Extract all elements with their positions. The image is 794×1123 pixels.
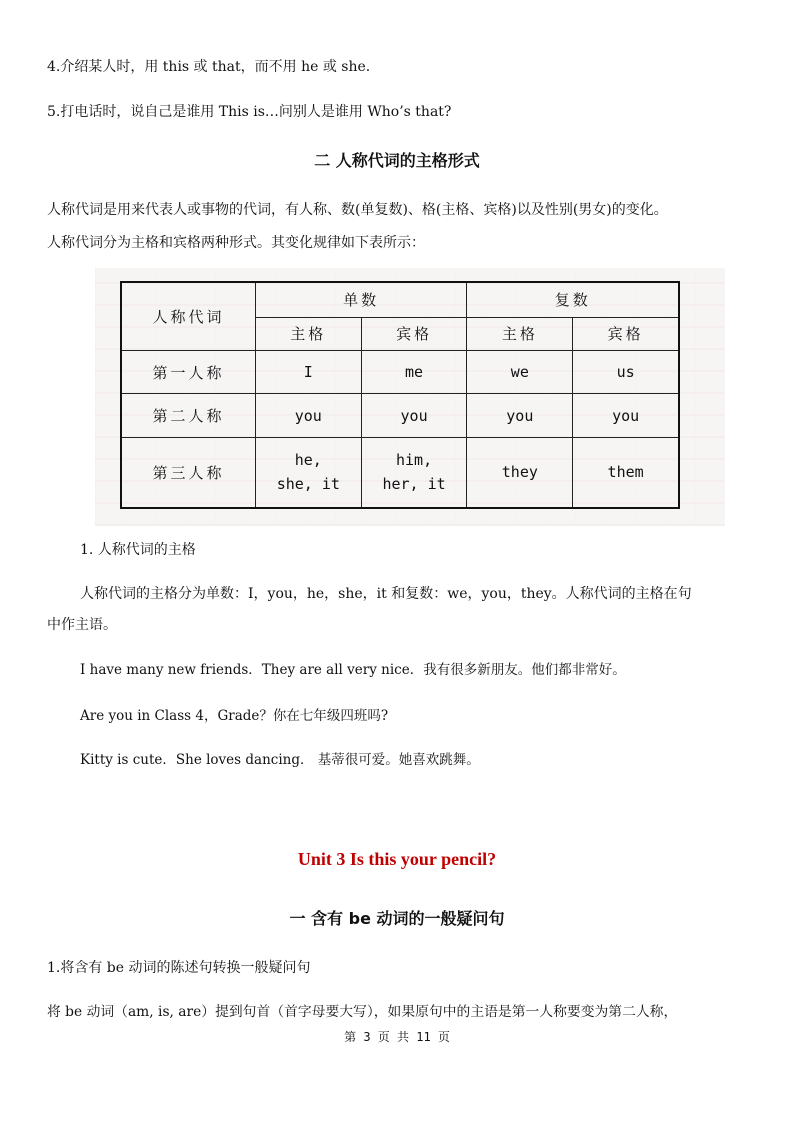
intro-paragraph-line-2: 人称代词分为主格和宾格两种形式。其变化规律如下表所示： bbox=[47, 235, 425, 251]
rule-4: 4.介绍某人时，用 this 或 that，而不用 he 或 she. bbox=[47, 59, 371, 75]
nominative-paragraph-line-1: 人称代词的主格分为单数：I，you，he，she，it 和复数：we，you，they。人称代词的主格在句 bbox=[80, 586, 692, 602]
cell-line: him, bbox=[396, 451, 433, 470]
header-singular-objective: 宾格 bbox=[361, 317, 467, 350]
conversion-paragraph: 将 be 动词（am, is, are）提到句首（首字母要大写），如果原句中的主语是第一人称要变为第二人称， bbox=[47, 1004, 678, 1020]
unit-title: Unit 3 Is this your pencil? bbox=[297, 849, 497, 869]
cell: you bbox=[467, 394, 573, 437]
cell: you bbox=[255, 394, 361, 437]
section-heading-personal-pronoun-nominative: 二 人称代词的主格形式 bbox=[314, 151, 480, 170]
cell-line: he, bbox=[294, 451, 322, 470]
nominative-paragraph-line-2: 中作主语。 bbox=[47, 617, 117, 633]
cell: them bbox=[573, 437, 679, 508]
page-footer: 第 3 页 共 11 页 bbox=[344, 1030, 450, 1044]
table-corner-label: 人称代词 bbox=[121, 282, 255, 351]
header-singular-nominative: 主格 bbox=[255, 317, 361, 350]
cell: I bbox=[255, 351, 361, 394]
cell: us bbox=[573, 351, 679, 394]
intro-paragraph-line-1: 人称代词是用来代表人或事物的代词，有人称、数(单复数)、格(主格、宾格)以及性别(男女)的变化。 bbox=[47, 202, 668, 218]
header-singular: 单数 bbox=[255, 282, 467, 317]
header-plural-nominative: 主格 bbox=[467, 317, 573, 350]
subheading-nominative: 1. 人称代词的主格 bbox=[80, 542, 196, 558]
row-label-third-person: 第三人称 bbox=[121, 437, 255, 508]
table-row bbox=[121, 394, 679, 437]
pronoun-table bbox=[120, 281, 680, 509]
section-heading-be-questions: 一 含有 be 动词的一般疑问句 bbox=[289, 909, 505, 928]
cell-line: she, it bbox=[276, 475, 340, 494]
cell: you bbox=[361, 394, 467, 437]
cell bbox=[361, 437, 467, 508]
example-sentence-1: I have many new friends．They are all very nice．我有很多新朋友。他们都非常好。 bbox=[80, 662, 626, 678]
example-sentence-3: Kitty is cute．She loves dancing． 基蒂很可爱。她喜欢跳舞。 bbox=[80, 752, 480, 768]
cell-line: her, it bbox=[382, 475, 446, 494]
table-row bbox=[121, 351, 679, 394]
cell: me bbox=[361, 351, 467, 394]
row-label-first-person: 第一人称 bbox=[121, 351, 255, 394]
cell: they bbox=[467, 437, 573, 508]
cell bbox=[255, 437, 361, 508]
subheading-convert-statement: 1.将含有 be 动词的陈述句转换一般疑问句 bbox=[47, 960, 311, 976]
row-label-second-person: 第二人称 bbox=[121, 394, 255, 437]
rule-5: 5.打电话时，说自己是谁用 This is…问别人是谁用 Who’s that? bbox=[47, 104, 452, 120]
header-plural: 复数 bbox=[467, 282, 679, 317]
cell: you bbox=[573, 394, 679, 437]
header-plural-objective: 宾格 bbox=[573, 317, 679, 350]
cell: we bbox=[467, 351, 573, 394]
example-sentence-2: Are you in Class 4，Grade？你在七年级四班吗? bbox=[80, 708, 389, 724]
table-row bbox=[121, 437, 679, 508]
pronoun-table-image bbox=[95, 268, 725, 526]
